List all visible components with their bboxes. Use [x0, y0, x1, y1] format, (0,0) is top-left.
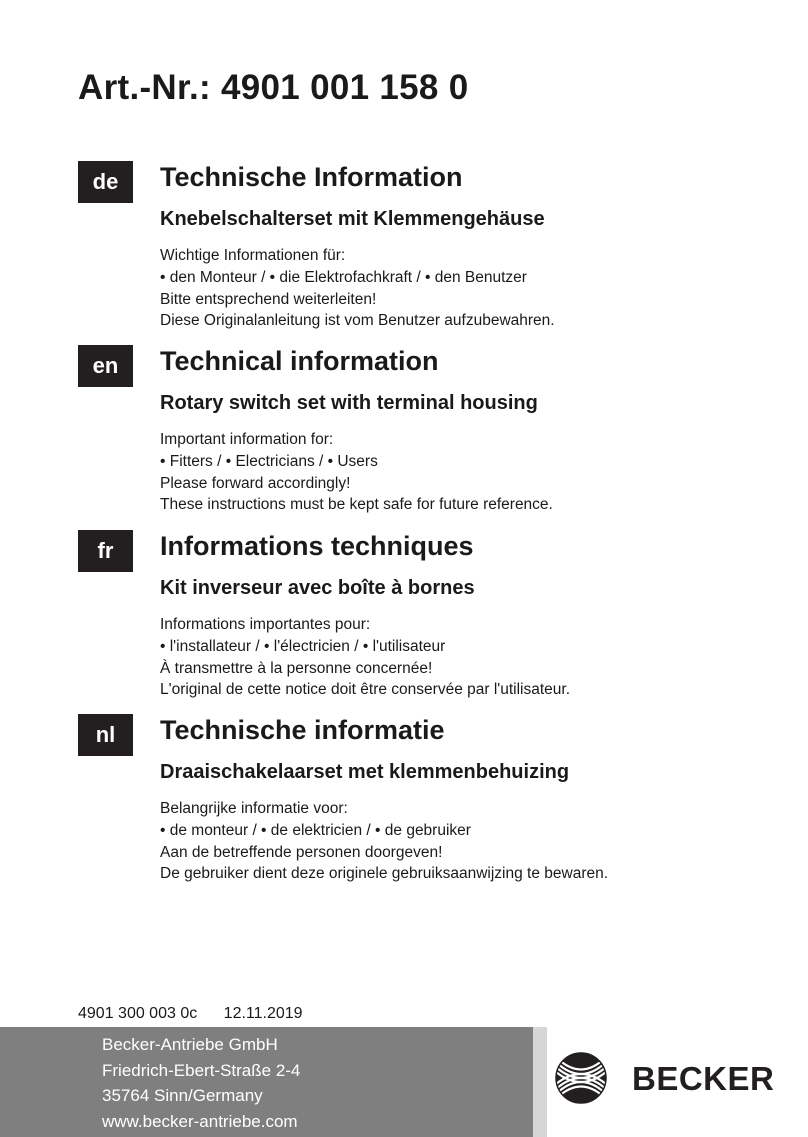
company-address	[102, 1032, 300, 1134]
document-number: 4901 300 003 0c	[78, 1005, 198, 1022]
section-subtitle-nl: Draaischakelaarset met klemmenbehuizing	[160, 761, 570, 783]
section-subtitle-de: Knebelschalterset mit Klemmengehäuse	[160, 208, 545, 230]
section-text-nl	[160, 798, 608, 885]
section-subtitle-en: Rotary switch set with terminal housing	[160, 392, 538, 414]
forward-line: À transmettre à la personne concernée!	[160, 659, 433, 677]
keep-safe-line: Diese Originalanleitung ist vom Benutzer aufzubewahren.	[160, 312, 555, 330]
section-text-fr	[160, 614, 570, 701]
section-subtitle-fr: Kit inverseur avec boîte à bornes	[160, 577, 475, 599]
recipients-line: • l'installateur / • l'électricien / • l'utilisateur	[160, 637, 446, 655]
forward-line: Please forward accordingly!	[160, 474, 351, 492]
recipients-line: • de monteur / • de elektricien / • de gebruiker	[160, 821, 471, 839]
language-badge-nl: nl	[78, 714, 133, 756]
company-city: 35764 Sinn/Germany	[102, 1086, 263, 1105]
section-title-en: Technical information	[160, 346, 439, 376]
info-line: Important information for:	[160, 431, 334, 448]
keep-safe-line: These instructions must be kept safe for future reference.	[160, 496, 553, 514]
forward-line: Bitte entsprechend weiterleiten!	[160, 290, 377, 308]
info-line: Wichtige Informationen für:	[160, 247, 346, 264]
language-badge-de: de	[78, 161, 133, 203]
document-date: 12.11.2019	[223, 1005, 303, 1022]
keep-safe-line: L'original de cette notice doit être conservée par l'utilisateur.	[160, 681, 571, 699]
section-text-en	[160, 429, 553, 516]
footer-strip	[533, 1027, 547, 1137]
becker-logo-icon	[555, 1052, 607, 1104]
section-title-fr: Informations techniques	[160, 531, 474, 561]
section-text-de	[160, 245, 555, 332]
becker-logo-text: BECKER	[632, 1060, 775, 1097]
section-title-nl: Technische informatie	[160, 715, 445, 745]
language-badge-fr: fr	[78, 530, 133, 572]
recipients-line: • den Monteur / • die Elektrofachkraft / • den Benutzer	[160, 268, 527, 286]
recipients-line: • Fitters / • Electricians / • Users	[160, 452, 378, 470]
keep-safe-line: De gebruiker dient deze originele gebruiksaanwijzing te bewaren.	[160, 865, 609, 883]
language-badge-en: en	[78, 345, 133, 387]
company-name: Becker-Antriebe GmbH	[102, 1035, 278, 1054]
forward-line: Aan de betreffende personen doorgeven!	[160, 843, 443, 861]
company-street: Friedrich-Ebert-Straße 2-4	[102, 1060, 301, 1080]
company-website[interactable]: www.becker-antriebe.com	[102, 1111, 298, 1131]
article-number-title: Art.-Nr.: 4901 001 158 0	[78, 68, 469, 107]
info-line: Belangrijke informatie voor:	[160, 800, 348, 817]
section-title-de: Technische Information	[160, 162, 463, 192]
info-line: Informations importantes pour:	[160, 616, 371, 633]
document-reference	[78, 1005, 303, 1023]
